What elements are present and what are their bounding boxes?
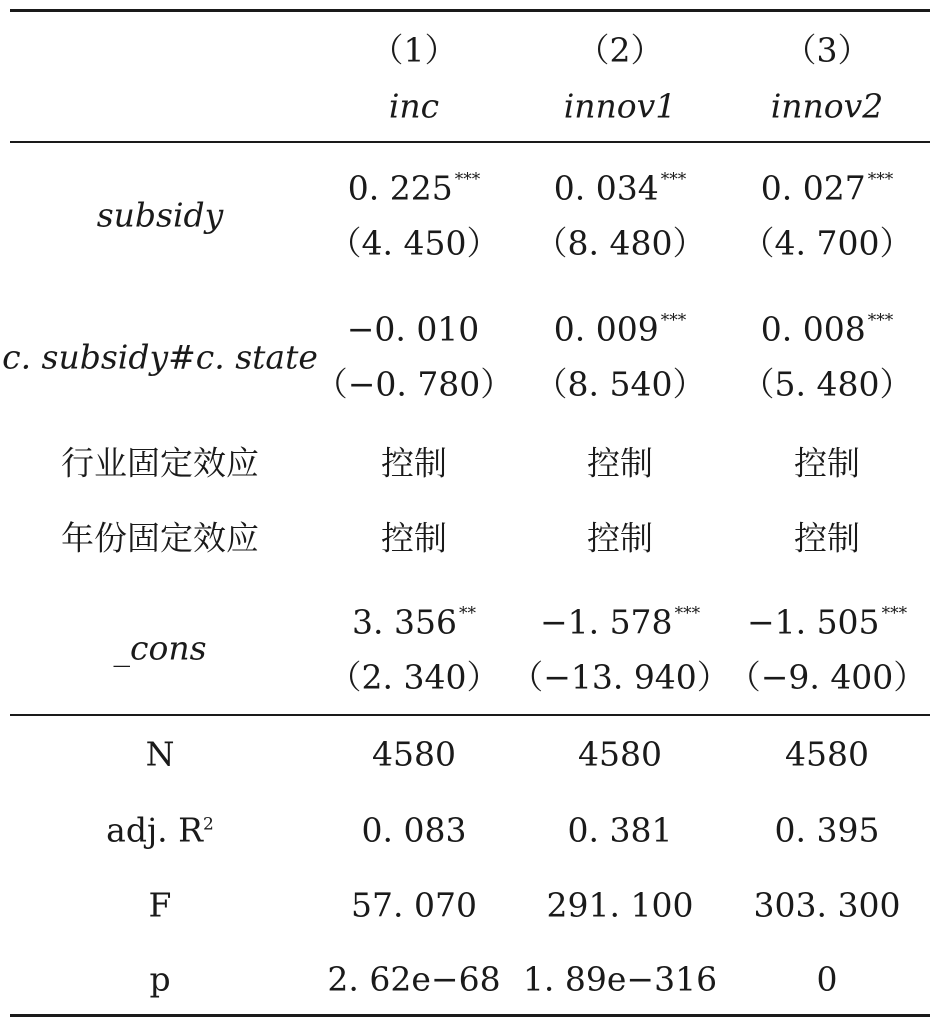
stat-label: p [149, 959, 171, 999]
col-var: inc [388, 86, 440, 126]
stat-cell: 1. 89e−316 [522, 959, 718, 999]
col-number: （2） [576, 30, 664, 70]
fe-cell: 控制 [794, 518, 860, 558]
stat-cell: 4580 [785, 734, 869, 774]
fe-cell: 控制 [381, 518, 447, 558]
stat-cell: 2. 62e−68 [327, 959, 501, 999]
row-label: _cons [113, 628, 207, 668]
header-rule [10, 141, 930, 143]
fe-cell: 控制 [587, 518, 653, 558]
stat-cell: 0 [816, 959, 838, 999]
row-label: 行业固定效应 [61, 443, 259, 483]
stat-cell: 57. 070 [351, 885, 477, 925]
tstat-cell: （8. 540） [534, 364, 706, 404]
col-var: innov2 [770, 86, 884, 126]
stat-cell: 0. 395 [774, 810, 880, 850]
stat-cell: 0. 381 [567, 810, 673, 850]
tstat-cell: （8. 480） [534, 223, 706, 263]
stat-label: N [145, 734, 175, 774]
tstat-cell: （−0. 780） [314, 364, 514, 404]
tstat-cell: （5. 480） [741, 364, 913, 404]
tstat-cell: （4. 450） [328, 223, 500, 263]
bottom-rule [10, 1014, 930, 1017]
row-label: 年份固定效应 [61, 518, 259, 558]
coef-cell: 0. 008 *** [760, 309, 894, 349]
coef-cell: 0. 027 *** [760, 168, 894, 208]
tstat-cell: （2. 340） [328, 657, 500, 697]
tstat-cell: （−9. 400） [727, 657, 927, 697]
stat-cell: 4580 [372, 734, 456, 774]
fe-cell: 控制 [794, 443, 860, 483]
coef-cell: 0. 225 *** [347, 168, 481, 208]
coef-cell: 0. 034 *** [553, 168, 687, 208]
col-var: innov1 [563, 86, 677, 126]
row-label: c. subsidy#c. state [2, 337, 318, 377]
col-number: （1） [370, 30, 458, 70]
coef-cell: −0. 010 [346, 309, 480, 349]
coef-cell: −1. 505 *** [746, 602, 908, 642]
stat-cell: 303. 300 [753, 885, 901, 925]
fe-cell: 控制 [381, 443, 447, 483]
coef-cell: 3. 356 ** [352, 602, 476, 642]
stat-cell: 291. 100 [546, 885, 694, 925]
stat-label: adj. $R^2$ [106, 810, 214, 850]
coef-cell: −1. 578 *** [539, 602, 701, 642]
tstat-cell: （4. 700） [741, 223, 913, 263]
coef-cell: 0. 009 *** [553, 309, 687, 349]
stat-cell: 0. 083 [361, 810, 467, 850]
stat-label: F [148, 885, 172, 925]
top-rule [10, 9, 930, 12]
fe-cell: 控制 [587, 443, 653, 483]
stats-rule [10, 714, 930, 716]
stat-cell: 4580 [578, 734, 662, 774]
row-label: subsidy [96, 195, 224, 235]
tstat-cell: （−13. 940） [510, 657, 730, 697]
col-number: （3） [783, 30, 871, 70]
